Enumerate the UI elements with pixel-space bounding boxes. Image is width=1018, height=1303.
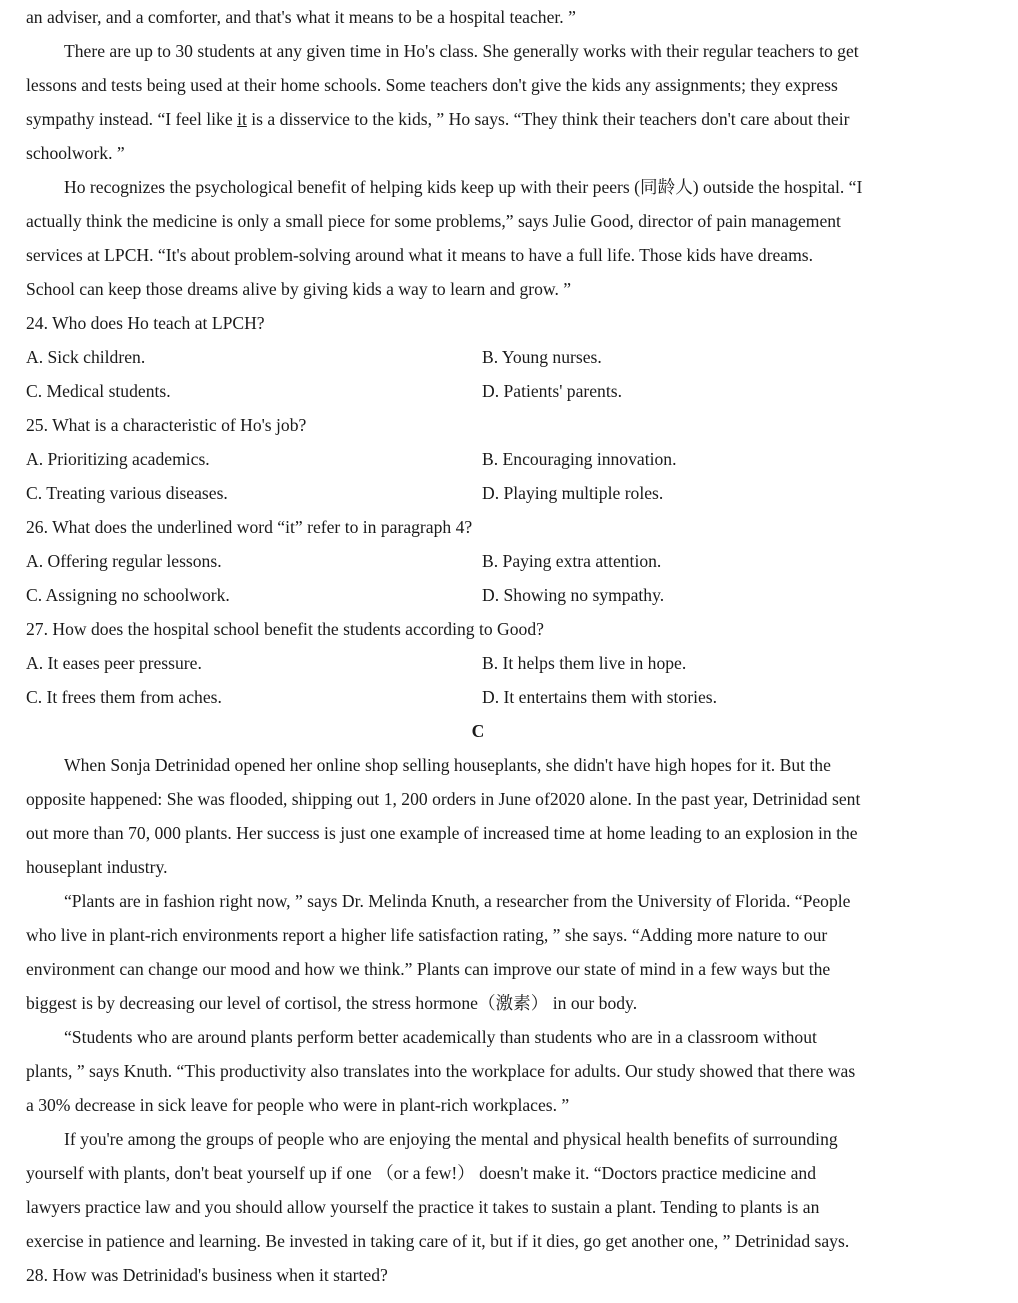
passage-line [26,102,966,136]
underlined-word-it: it [237,109,247,129]
question-stem: 26. What does the underlined word “it” refer to in paragraph 4? [26,517,473,537]
passage-line: opposite happened: She was flooded, shipping out 1, 200 orders in June of2020 alone. In the past year, Detrinidad sent [26,789,861,809]
passage-line: services at LPCH. “It's about problem-solving around what it means to have a full life. Those kids have dreams. [26,245,814,265]
option-c: C. It frees them from aches. [26,687,222,707]
option-b: B. Encouraging innovation. [482,449,677,469]
passage-line: There are up to 30 students at any given time in Ho's class. She generally works with their regular teachers to get [64,41,859,61]
option-row [26,680,966,714]
passage-line: a 30% decrease in sick leave for people who were in plant-rich workplaces. ” [26,1095,570,1115]
option-c: C. Assigning no schoolwork. [26,585,230,605]
passage-line: School can keep those dreams alive by giving kids a way to learn and grow. ” [26,279,572,299]
passage-text: is a disservice to the kids, ” Ho says. “They think their teachers don't care about their [246,109,850,129]
option-row [26,374,966,408]
passage-line: who live in plant-rich environments report a higher life satisfaction rating, ” she says. “Adding more nature to our [26,925,828,945]
question-stem: 24. Who does Ho teach at LPCH? [26,313,265,333]
option-b: B. Paying extra attention. [482,551,662,571]
passage-line: yourself with plants, don't beat yourself up if one （or a few!） doesn't make it. “Doctors practice medicine and [26,1163,817,1183]
passage-line: lessons and tests being used at their home schools. Some teachers don't give the kids any assignments; they express [26,75,838,95]
option-row [26,544,966,578]
option-row [26,578,966,612]
option-row [26,476,966,510]
passage-line: houseplant industry. [26,857,168,877]
option-d: D. Playing multiple roles. [482,483,664,503]
passage-line: “Plants are in fashion right now, ” says Dr. Melinda Knuth, a researcher from the University of Florida. “People [64,891,851,911]
passage-line: If you're among the groups of people who are enjoying the mental and physical health benefits of surrounding [64,1129,838,1149]
option-row [26,442,966,476]
question-stem: 25. What is a characteristic of Ho's job? [26,415,307,435]
passage-text: sympathy instead. “I feel like [26,109,238,129]
passage-line: an adviser, and a comforter, and that's what it means to be a hospital teacher. ” [26,7,576,27]
option-d: D. Showing no sympathy. [482,585,665,605]
option-b: B. It helps them live in hope. [482,653,687,673]
passage-line: actually think the medicine is only a small piece for some problems,” says Julie Good, director of pain management [26,211,841,231]
option-a: A. Sick children. [26,347,146,367]
passage-line: “Students who are around plants perform better academically than students who are in a classroom without [64,1027,817,1047]
option-row [26,340,966,374]
passage-line: schoolwork. ” [26,143,125,163]
question-stem: 28. How was Detrinidad's business when it started? [26,1265,388,1285]
question-stem: 27. How does the hospital school benefit the students according to Good? [26,619,544,639]
passage-line: Ho recognizes the psychological benefit of helping kids keep up with their peers (同龄人) outside the hospital. “I [64,177,863,197]
option-d: D. Patients' parents. [482,381,622,401]
passage-line: plants, ” says Knuth. “This productivity also translates into the workplace for adults. Our study showed that there was [26,1061,856,1081]
passage-line: exercise in patience and learning. Be invested in taking care of it, but if it dies, go get another one, ” Detrinidad says. [26,1231,850,1251]
option-c: C. Treating various diseases. [26,483,228,503]
option-c: C. Medical students. [26,381,171,401]
option-row [26,646,966,680]
option-a: A. Offering regular lessons. [26,551,222,571]
passage-line: out more than 70, 000 plants. Her success is just one example of increased time at home leading to an explosion in the [26,823,858,843]
passage-line: biggest is by decreasing our level of cortisol, the stress hormone（激素） in our body. [26,993,638,1013]
option-a: A. Prioritizing academics. [26,449,210,469]
document-page [26,0,966,1292]
option-a: A. It eases peer pressure. [26,653,202,673]
option-d: D. It entertains them with stories. [482,687,718,707]
passage-line: environment can change our mood and how we think.” Plants can improve our state of mind in a few ways but the [26,959,831,979]
section-heading: C [471,721,485,741]
passage-line: When Sonja Detrinidad opened her online shop selling houseplants, she didn't have high hopes for it. But the [64,755,831,775]
passage-line: lawyers practice law and you should allow yourself the practice it takes to sustain a plant. Tending to plants is an [26,1197,820,1217]
option-b: B. Young nurses. [482,347,602,367]
